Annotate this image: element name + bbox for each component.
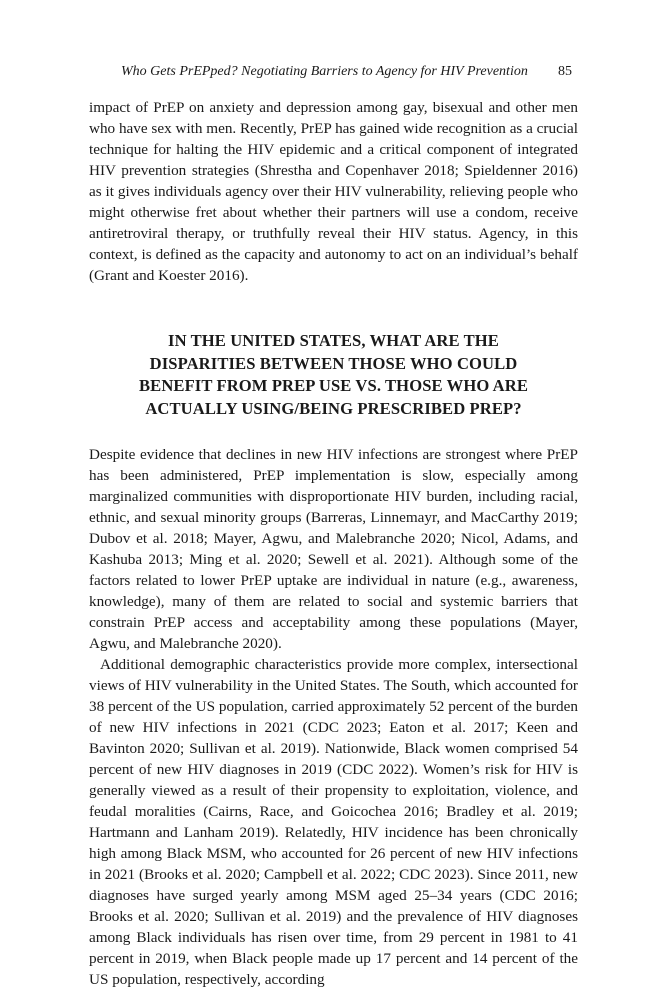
body-paragraph-3: Additional demographic characteristics provide more complex, intersectional views of HIV vulnerability in the United States. The South, which accounted for 38 percent of the US population, carried approximately 52 percent of the burden of new HIV infections in 2021 (CDC 2023; Eaton et al. 2017; Keen and Bavinton 2020; Sullivan et al. 2019). Nationwide, Black women comprised 54 percent of new HIV diagnoses in 2019 (CDC 2022). Women’s risk for HIV is generally viewed as a result of their propensity to exploitation, violence, and feudal moralities (Cairns, Race, and Goicochea 2016; Bradley et al. 2019; Hartmann and Lanham 2019). Relatedly, HIV incidence has been chronically high among Black MSM, who accounted for 26 percent of new HIV infections in 2021 (Brooks et al. 2020; Campbell et al. 2022; CDC 2023). Since 2011, new diagnoses have surged yearly among MSM aged 25–34 years (CDC 2016; Brooks et al. 2020; Sullivan et al. 2019) and the prevalence of HIV diagnoses among Black individuals has risen over time, from 29 percent in 1981 to 41 percent in 2019, when Black people made up 17 percent and 14 percent of the US population, respectively, according xyxy=(89,656,578,988)
running-header xyxy=(89,62,578,86)
book-page xyxy=(89,62,578,990)
section-heading: IN THE UNITED STATES, WHAT ARE THE DISPARITIES BETWEEN THOSE WHO COULD BENEFIT FROM PREP USE VS. THOSE WHO ARE ACTUALLY USING/BEING PRESCRIBED PREP? xyxy=(138,331,529,418)
body-paragraph-1: impact of PrEP on anxiety and depression among gay, bisexual and other men who have sex with men. Recently, PrEP has gained wide recognition as a crucial technique for halting the HIV epidemic and a critical component of integrated HIV prevention strategies (Shrestha and Copenhaver 2018; Spieldenner 2016) as it gives individuals agency over their HIV vulnerability, relieving people who might otherwise fret about whether their partners will use a condom, receive antiretroviral therapy, or truthfully reveal their HIV status. Agency, in this context, is defined as the capacity and autonomy to act on an individual’s behalf (Grant and Koester 2016). xyxy=(89,99,578,284)
body-paragraph-2: Despite evidence that declines in new HIV infections are strongest where PrEP has been administered, PrEP implementation is slow, especially among marginalized communities with disproportionate HIV burden, including racial, ethnic, and sexual minority groups (Barreras, Linnemayr, and MacCarthy 2019; Dubov et al. 2018; Mayer, Agwu, and Malebranche 2020; Nicol, Adams, and Kashuba 2013; Ming et al. 2020; Sewell et al. 2021). Although some of the factors related to lower PrEP uptake are individual in nature (e.g., awareness, knowledge), many of them are related to social and systemic barriers that constrain PrEP access and acceptability among these populations (Mayer, Agwu, and Malebranche 2020). xyxy=(89,446,578,652)
running-title: Who Gets PrEPped? Negotiating Barriers to Agency for HIV Prevention xyxy=(121,64,528,79)
page-number: 85 xyxy=(558,64,572,79)
